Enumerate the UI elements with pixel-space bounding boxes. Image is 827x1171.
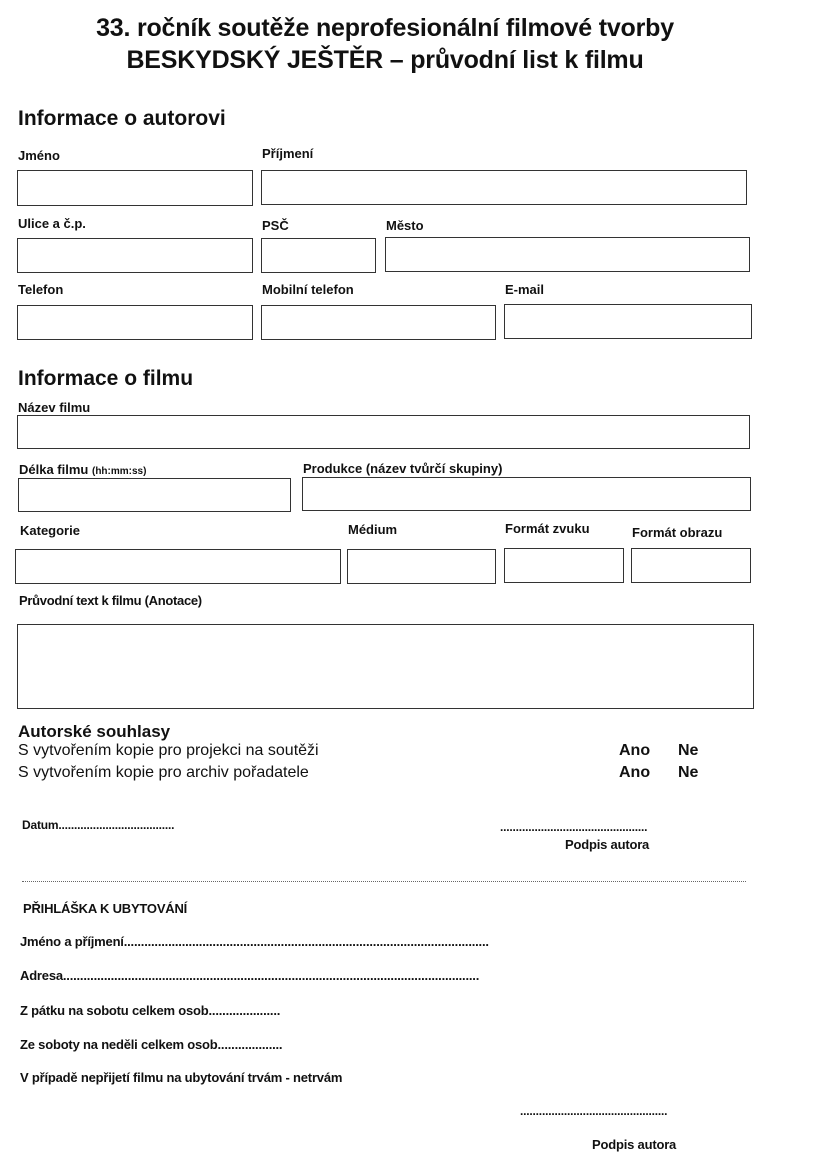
consent-projection-yes[interactable]: Ano [619,742,651,759]
accommodation-heading: PŘIHLÁŠKA K UBYTOVÁNÍ [23,901,188,916]
accommodation-insist-line[interactable]: V případě nepřijetí filmu na ubytování trvám - netrvám [20,1070,343,1085]
sound-format-field[interactable] [504,548,624,583]
image-format-label: Formát obrazu [632,525,723,540]
signature-line-1[interactable]: ............................................... [500,820,648,834]
accommodation-fri-sat-line[interactable]: Z pátku na sobotu celkem osob..................... [20,1003,281,1018]
city-field[interactable] [385,237,750,272]
film-length-hint: (hh:mm:ss) [91,466,147,477]
film-length-label-text: Délka filmu [19,462,89,477]
accommodation-address-line[interactable]: Adresa.......................................................................................................................... [20,968,480,983]
film-length-label [19,462,146,477]
first-name-label: Jméno [18,148,60,163]
medium-field[interactable] [347,549,496,584]
phone-label: Telefon [18,282,64,297]
annotation-label: Průvodní text k filmu (Anotace) [19,593,202,608]
author-section-heading: Informace o autorovi [18,107,226,130]
accommodation-sat-sun-line[interactable]: Ze soboty na neděli celkem osob................... [20,1037,283,1052]
street-label: Ulice a č.p. [18,216,86,231]
film-title-field[interactable] [17,415,750,449]
annotation-field[interactable] [17,624,754,709]
film-length-field[interactable] [18,478,291,512]
mobile-field[interactable] [261,305,496,340]
email-field[interactable] [504,304,752,339]
film-section-heading: Informace o filmu [18,367,194,390]
accommodation-name-line[interactable]: Jméno a příjmení........................................................................................................... [20,934,489,949]
consents-heading: Autorské souhlasy [18,722,171,741]
title-line-1: 33. ročník soutěže neprofesionální filmové tvorby [96,14,674,42]
title-line-2: BESKYDSKÝ JEŠTĚR – průvodní list k filmu [126,46,644,74]
zip-label: PSČ [262,218,289,233]
last-name-field[interactable] [261,170,747,205]
consent-archive-yes[interactable]: Ano [619,764,651,781]
consent-archive-no[interactable]: Ne [678,764,699,781]
medium-label: Médium [348,522,398,537]
signature-label-1: Podpis autora [565,837,650,852]
date-field[interactable]: Datum..................................... [22,818,175,832]
consent-archive-text: S vytvořením kopie pro archiv pořadatele [18,764,309,781]
consent-projection-text: S vytvořením kopie pro projekci na soutěži [18,742,319,759]
phone-field[interactable] [17,305,253,340]
film-title-label: Název filmu [18,400,91,415]
signature-label-2: Podpis autora [592,1137,677,1152]
first-name-field[interactable] [17,170,253,206]
signature-line-2[interactable]: ............................................... [520,1104,668,1118]
cut-line-divider [22,881,746,882]
mobile-label: Mobilní telefon [262,282,354,297]
image-format-field[interactable] [631,548,751,583]
street-field[interactable] [17,238,253,273]
production-label: Produkce (název tvůrčí skupiny) [303,461,503,476]
production-field[interactable] [302,477,751,511]
zip-field[interactable] [261,238,376,273]
last-name-label: Příjmení [262,146,314,161]
city-label: Město [386,218,424,233]
category-label: Kategorie [20,523,80,538]
consent-projection-no[interactable]: Ne [678,742,699,759]
email-label: E-mail [505,282,545,297]
sound-format-label: Formát zvuku [505,521,590,536]
category-field[interactable] [15,549,341,584]
